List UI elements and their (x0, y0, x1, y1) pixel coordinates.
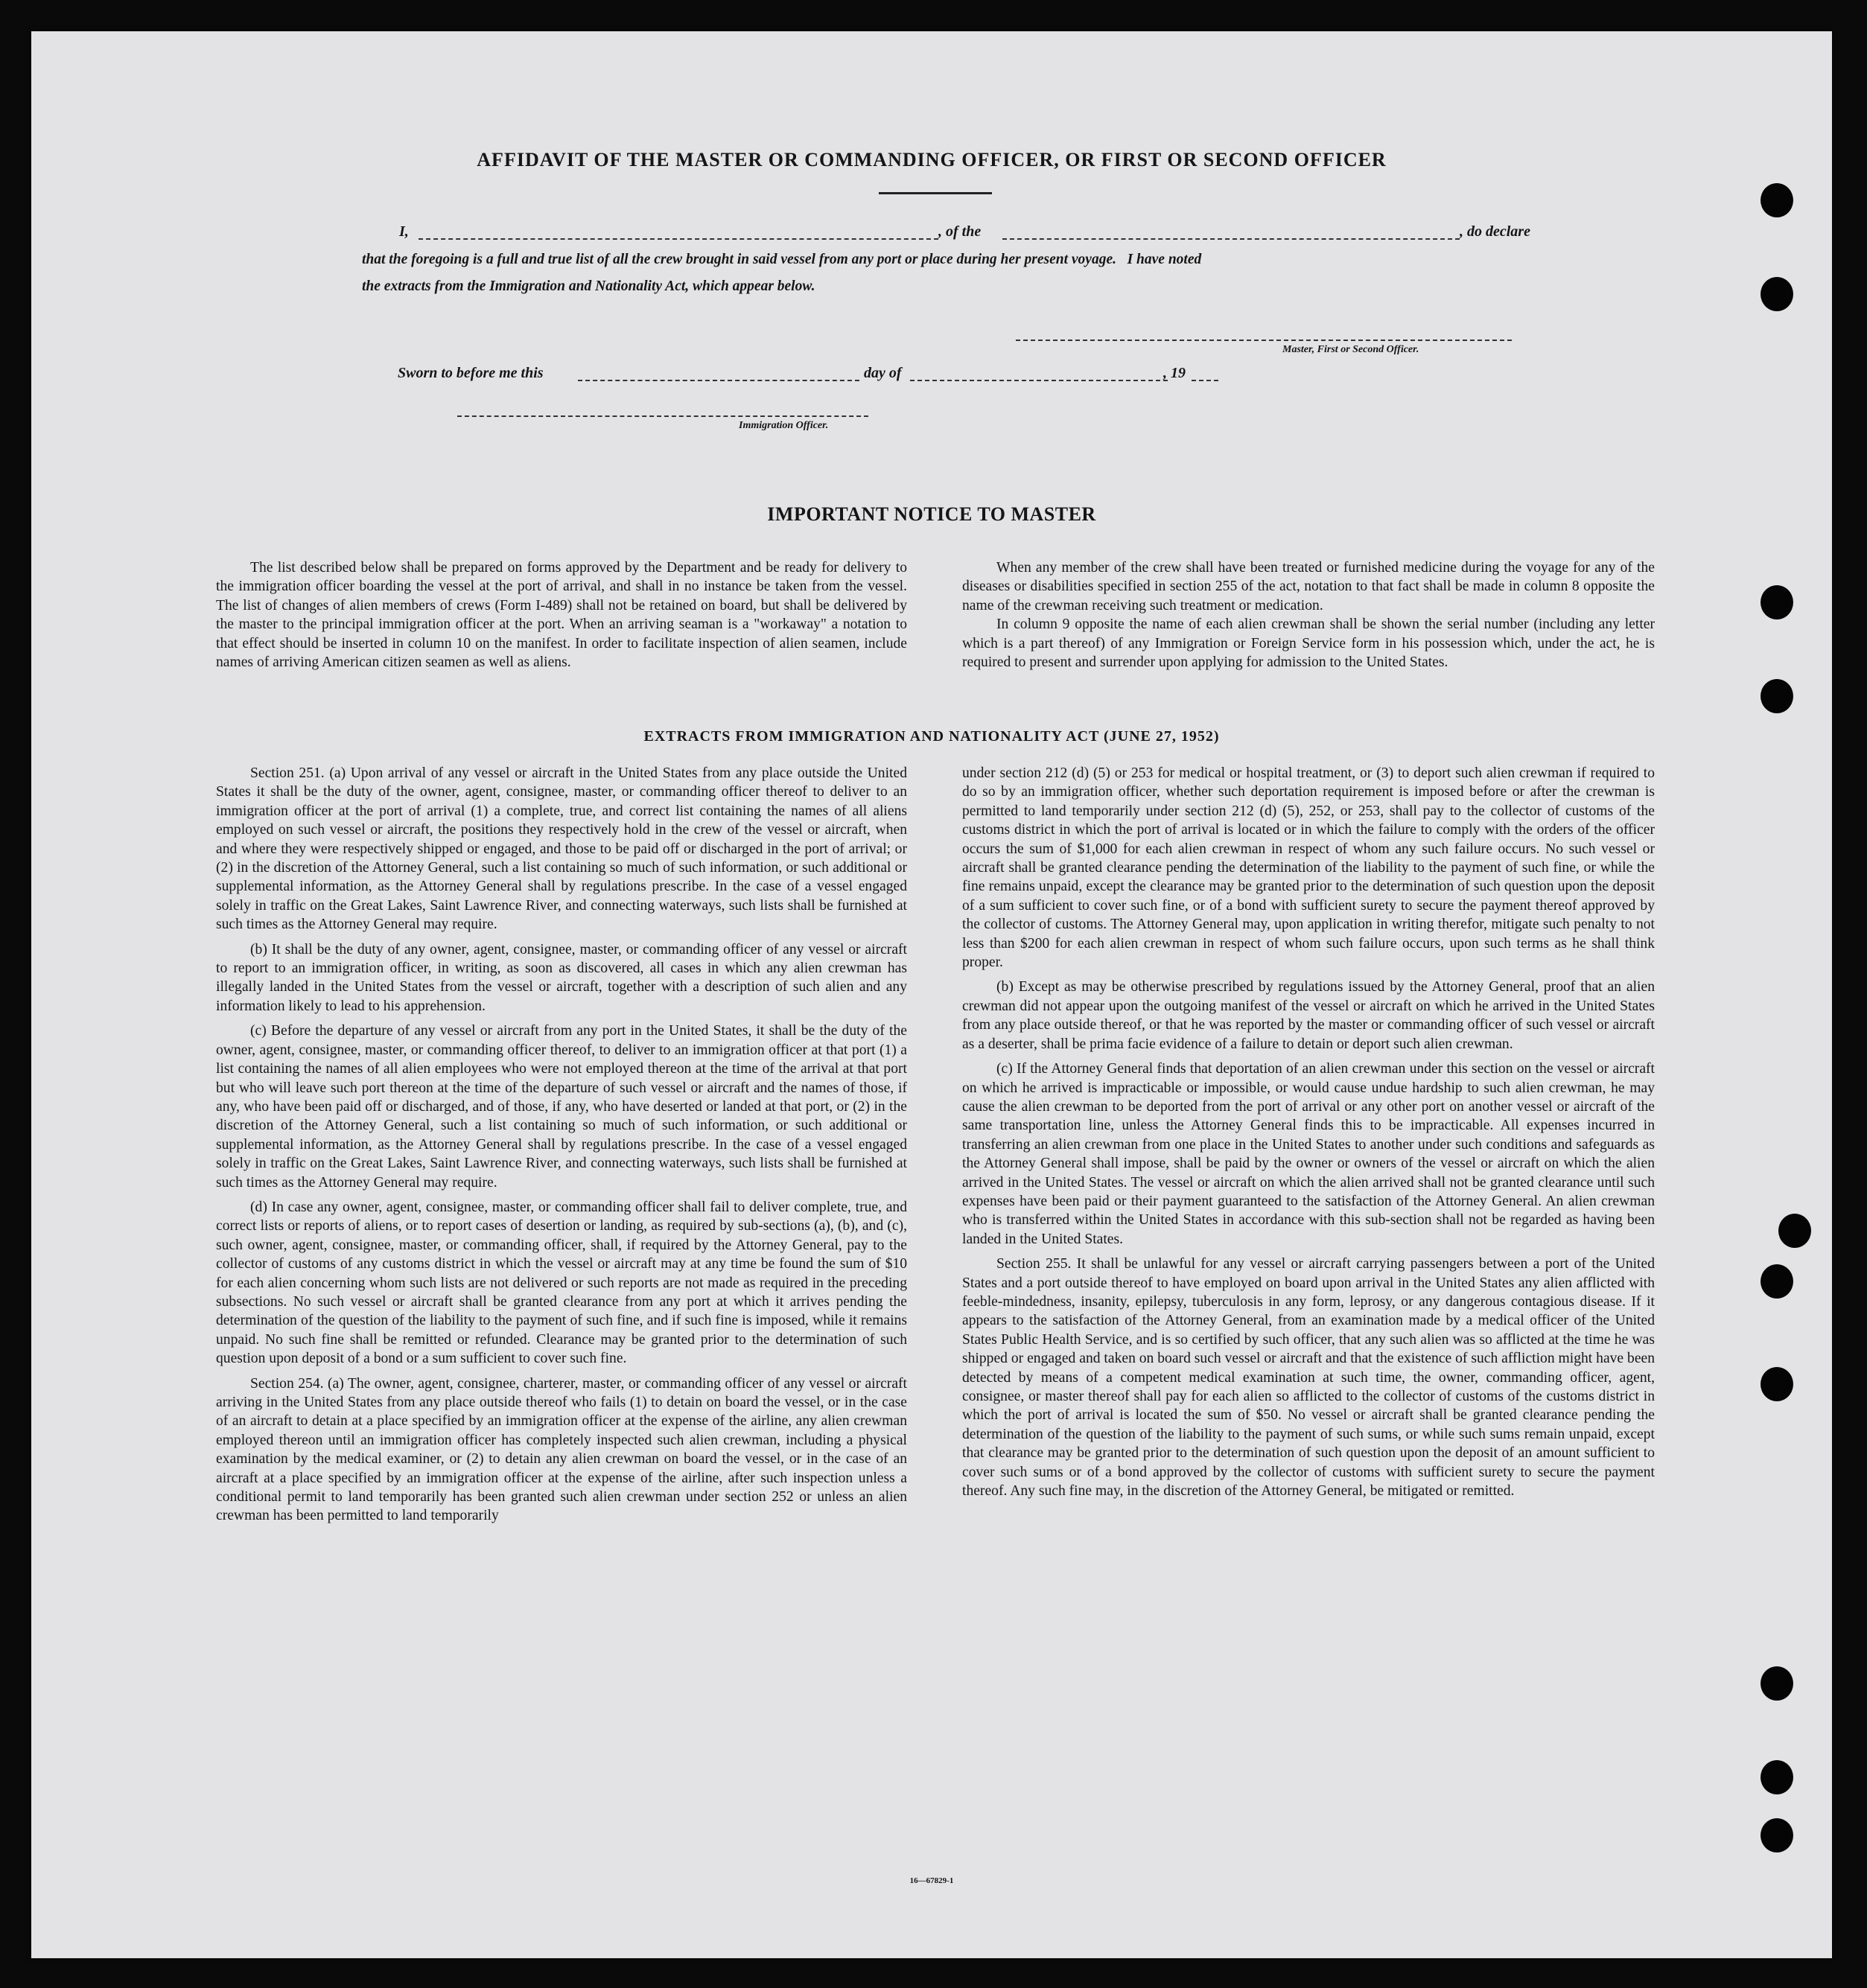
notice-title: IMPORTANT NOTICE TO MASTER (767, 503, 1096, 525)
notice-right-column (962, 558, 1655, 678)
extract-section-251c: (c) Before the departure of any vessel or aircraft from any port in the United States, it shall be the duty of the owner, agent, consignee, master, or commanding officer thereof, to deliver to an immigration officer at that port (1) a list containing the names of all alien employees who were not employed thereon at the time of the arrival at that port but who will leave such port thereon at the time of the departure of such vessel or aircraft and the names of those, if any, who have been paid off or discharged, and of those, if any, who have deserted or landed at that port, or (2) in the discretion of the Attorney General, such a list containing so much of such information, or such additional or supplemental information, as the Attorney General shall by regulations prescribe. In the case of a vessel engaged solely in traffic on the Great Lakes, Saint Lawrence River, and connecting waterways, such lists shall be furnished at such times as the Attorney General may require. (216, 1023, 907, 1191)
notice-left-column (216, 558, 907, 678)
punch-hole-9 (1761, 1760, 1793, 1794)
declaration-line-1: that the foregoing is a full and true list of all the crew brought in said vessel from any port or place during her present voyage. I have noted (362, 252, 1202, 267)
declaration-line-2: the extracts from the Immigration and Nationality Act, which appear below. (362, 278, 815, 294)
day-of-label: day of (864, 365, 902, 381)
name-field[interactable] (419, 238, 938, 240)
punch-hole-8 (1761, 1666, 1793, 1701)
extract-section-255: Section 255. It shall be unlawful for any vessel or aircraft carrying passengers between a port of the United States and a port outside thereof to have employed on board upon arrival in the United States any alien afflicted with feeble-mindedness, insanity, epilepsy, tuberculosis in any form, leprosy, or any dangerous contagious disease. If it appears to the satisfaction of the Attorney General, from an examination made by a medical officer of the United States Public Health Service, and is so certified by such officer, that any such alien was so afflicted at the time he was shipped or engaged and taken on board such vessel or aircraft and that the existence of such affliction might have been detected by means of a competent medical examination at such time, the owner, commanding officer, agent, consignee, or master thereof shall pay for each alien so afflicted to the collector of customs of the customs district in which the port of arrival is located the sum of $50. No vessel or aircraft shall be granted clearance pending the determination of the question of the liability to the payment of such sums, or while such sums remain unpaid, except that clearance may be granted prior to the determination of such question upon the deposit of an amount sufficient to cover such sums or of a bond approved by the collector of customs with sufficient surety to secure the payment thereof. Any such fine may, in the discretion of the Attorney General, be mitigated or remitted. (962, 1256, 1656, 1500)
extract-section-254c: (c) If the Attorney General finds that deportation of an alien crewman under this section on the vessel or aircraft on which he arrived is impracticable or impossible, or would cause undue hardship to such alien crewman, he may cause the alien crewman to be deported from the port of arrival or any other port on another vessel or aircraft of the same transportation line, unless the Attorney General finds this to be impracticable. All expenses incurred in transferring an alien crewman from one place in the United States to another under such conditions and safeguards as the Attorney General shall impose, shall be paid by the owner or owners of the vessel or aircraft on which the alien arrived in the United States. The vessel or aircraft on which the alien arrived shall not be granted clearance until such expenses have been paid or their payment guaranteed to the satisfaction of the Attorney General. An alien crewman who is transferred within the United States in accordance with this sub-section shall not be regarded as having been landed in the United States. (962, 1061, 1655, 1247)
of-the-label: , of the (938, 223, 982, 240)
notice-right-paragraph-2: In column 9 opposite the name of each alien crewman shall be shown the serial number (including any letter which is a part thereof) of any Immigration or Foreign Service form in his possession which, under the act, he is required to present and surrender upon applying for admission to the United States. (962, 617, 1655, 671)
sworn-month-field[interactable] (910, 380, 1168, 381)
sworn-day-field[interactable] (578, 380, 859, 381)
punch-hole-2 (1761, 277, 1793, 311)
extract-section-254a: Section 254. (a) The owner, agent, consignee, charterer, master, or commanding officer of any vessel or aircraft arriving in the United States from any place outside thereof who fails (1) to detain on board the vessel, or in the case of an aircraft to detain at a place specified by an immigration officer at the expense of the airline, any alien crewman employed thereon until an immigration officer has completely inspected such alien crewman, including a physical examination by the medical examiner, or (2) to detain any alien crewman on board the vessel, or in the case of an aircraft at a place specified by an immigration officer at the expense of the airline, after such inspection unless a conditional permit to land temporarily has been granted such alien crewman under section 252 or unless an alien crewman has been permitted to land temporarily (216, 1375, 907, 1524)
master-signature-field[interactable] (1016, 340, 1512, 341)
extracts-left-column (216, 764, 907, 1532)
extract-section-251d: (d) In case any owner, agent, consignee, master, or commanding officer shall fail to deliver complete, true, and correct lists or reports of aliens, or to report cases of desertion or landing, as required by sub-sections (a), (b), and (c), such owner, agent, consignee, master, or commanding officer, shall, if required by the Attorney General, pay to the collector of customs of any customs district in which the vessel or aircraft may at any time be found the sum of $10 for each alien concerning whom such lists are not delivered or such reports are not made as required in the preceding subsections. No such vessel or aircraft shall be granted clearance from any port at which it arrives pending the determination of the question of the liability to the payment of such fine, and if such fine is imposed, while it remains unpaid. No such fine shall be remitted or refunded. Clearance may be granted prior to the determination of such question upon deposit of a bond or a sum sufficient to cover such fine. (216, 1199, 907, 1367)
officer-signature-field[interactable] (457, 415, 868, 417)
punch-hole-5 (1778, 1214, 1811, 1248)
affidavit-title: AFFIDAVIT OF THE MASTER OR COMMANDING OFFICER, OR FIRST OR SECOND OFFICER (477, 149, 1387, 171)
punch-hole-7 (1761, 1367, 1793, 1401)
extract-section-254b: (b) Except as may be otherwise prescribed by regulations issued by the Attorney General, proof that an alien crewman did not appear upon the outgoing manifest of the vessel or aircraft on which he arrived in the United States from any place outside thereof, or that he was reported by the master or commanding officer of such vessel or aircraft as a deserter, shall be prima facie evidence of a failure to detain or deport such alien crewman. (962, 979, 1655, 1052)
extract-section-251b: (b) It shall be the duty of any owner, agent, consignee, master, or commanding officer of any vessel or aircraft to report to an immigration officer, in writing, as soon as discovered, all cases in which any alien crewman has illegally landed in the United States from the vessel or aircraft, together with a description of such alien and any information likely to lead to his apprehension. (216, 941, 907, 1014)
vessel-field[interactable] (1002, 238, 1460, 240)
sworn-label: Sworn to before me this (398, 365, 544, 381)
punch-hole-3 (1761, 585, 1793, 619)
extracts-right-column (962, 764, 1655, 1506)
form-code: 16—67829-1 (909, 1876, 954, 1885)
extracts-title: EXTRACTS FROM IMMIGRATION AND NATIONALITY ACT (JUNE 27, 1952) (643, 728, 1220, 745)
sworn-year-field[interactable] (1192, 380, 1218, 381)
do-declare-label: , do declare (1460, 223, 1530, 240)
notice-left-paragraph: The list described below shall be prepared on forms approved by the Department and be ready for delivery to the immigration officer boarding the vessel at the port of arrival, and shall in no instance be taken from the vessel. The list of changes of alien members of crews (Form I-489) shall not be retained on board, but shall be delivered by the master to the principal immigration officer at the port. When an arriving seaman is a "workaway" a notation to that effect should be inserted in column 10 on the manifest. In order to facilitate inspection of alien seamen, include names of arriving American citizen seamen as well as aliens. (216, 560, 907, 671)
master-signature-label: Master, First or Second Officer. (1282, 344, 1419, 355)
document-page (31, 31, 1832, 1958)
title-rule (879, 192, 992, 194)
extract-section-254a-cont: under section 212 (d) (5) or 253 for medical or hospital treatment, or (3) to deport such alien crewman if required to do so by an immigration officer, whether such deportation requirement is imposed before or after the crewman is permitted to land temporarily under section 212 (d) (5), 252, or 253, shall pay to the collector of customs of the customs district in which the port of arrival is located or in which the failure to comply with the orders of the officer occurs the sum of $1,000 for each alien crewman in respect of whom any such failure occurs. No such vessel or aircraft shall be granted clearance pending the determination of the liability to the payment of such fine, or while the fine remains unpaid, except the clearance may be granted prior to the determination of such question upon the deposit of a sum sufficient to cover such fine, or of a bond with sufficient surety to secure the payment thereof approved by the collector of customs. The Attorney General may, upon application in writing therefor, mitigate such penalty to not less than $200 for each alien crewman in respect of whom such failure occurs, upon such terms as he shall think proper. (962, 765, 1655, 971)
notice-right-paragraph-1: When any member of the crew shall have been treated or furnished medicine during the voyage for any of the diseases or disabilities specified in section 255 of the act, notation to that fact shall be made in column 8 opposite the name of the crewman receiving such treatment or medication. (962, 560, 1655, 614)
i-label: I, (399, 223, 409, 240)
punch-hole-6 (1761, 1264, 1793, 1299)
punch-hole-10 (1761, 1818, 1793, 1852)
officer-signature-label: Immigration Officer. (739, 420, 829, 431)
extract-section-251a: Section 251. (a) Upon arrival of any vessel or aircraft in the United States from any place outside the United States it shall be the duty of the owner, agent, consignee, master, or commanding officer thereof to deliver to an immigration officer at the port of arrival (1) a complete, true, and correct list containing the names of all aliens employed on such vessel or aircraft, the positions they respectively hold in the crew of the vessel or aircraft, when and where they were respectively shipped or engaged, and those to be paid off or discharged in the port of arrival; or (2) in the discretion of the Attorney General, such a list containing so much of such information, or such additional or supplemental information, as the Attorney General shall by regulations prescribe. In the case of a vessel engaged solely in traffic on the Great Lakes, Saint Lawrence River, and connecting waterways, such lists shall be furnished at such times as the Attorney General may require. (216, 765, 907, 933)
year-label: , 19 (1163, 365, 1186, 381)
punch-hole-4 (1761, 679, 1793, 713)
punch-hole-1 (1761, 183, 1793, 217)
